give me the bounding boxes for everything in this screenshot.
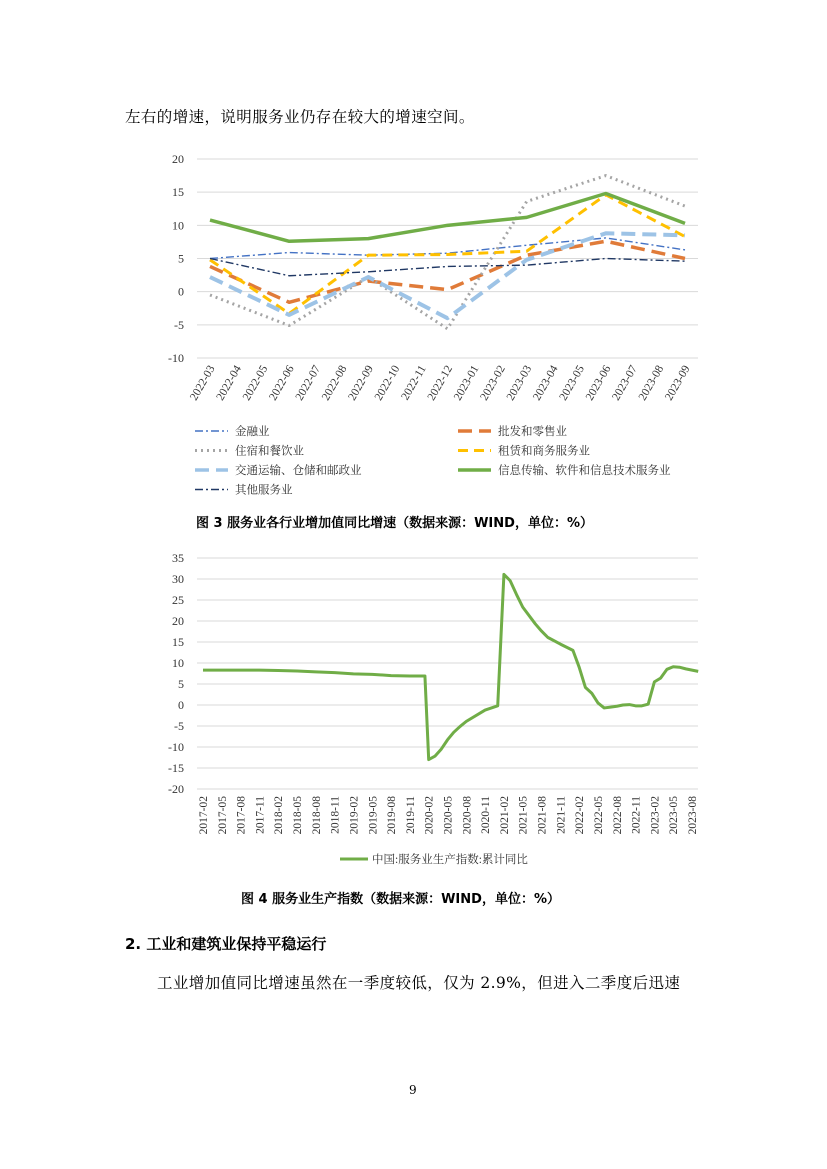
legend-label: 租赁和商务服务业 [498,445,590,458]
x-tick-label: 2023-02 [649,796,662,835]
y-tick-label: -5 [174,317,184,332]
legend-label: 批发和零售业 [498,426,567,438]
x-tick-label: 2020-11 [480,796,493,834]
y-tick-label: 15 [172,185,184,200]
y-tick-label: 0 [178,284,184,299]
series-line-7 [210,259,685,276]
x-tick-label: 2017-05 [216,796,229,835]
y-tick-label: -10 [168,351,184,365]
x-tick-label: 2022-08 [319,363,350,403]
paragraph-top: 左右的增速，说明服务业仍存在较大的增速空间。 [125,108,475,126]
series-line-5 [210,233,685,318]
chart-service-production-index [0,540,827,890]
x-tick-label: 2019-05 [367,796,380,835]
y-tick-label: -20 [168,782,184,796]
x-tick-label: 2021-05 [517,796,530,835]
x-tick-label: 2019-11 [404,796,417,834]
y-tick-label: -5 [174,719,184,733]
y-tick-label: 20 [172,152,184,166]
x-tick-label: 2017-08 [235,796,248,835]
y-tick-label: -15 [168,761,184,775]
x-tick-label: 2023-08 [687,796,699,835]
x-tick-label: 2023-01 [451,363,482,403]
x-tick-label: 2018-08 [310,796,323,835]
y-tick-label: -10 [168,740,184,754]
y-tick-label: 10 [172,656,184,670]
chart-service-industries [0,140,827,560]
x-tick-label: 2021-02 [498,796,511,835]
figure-3-caption: 图 3 服务业各行业增加值同比增速（数据来源：WIND，单位：%） [196,516,593,531]
x-tick-label: 2019-08 [386,796,399,835]
x-tick-label: 2019-02 [348,796,361,835]
x-tick-label: 2017-02 [198,796,210,835]
y-tick-label: 15 [172,635,184,649]
x-tick-label: 2022-11 [630,796,643,834]
x-tick-label: 2023-07 [610,363,640,403]
legend-label: 住宿和餐饮业 [235,445,304,458]
series-line-1 [203,574,698,759]
x-tick-label: 2023-02 [478,363,508,403]
section-heading: 2. 工业和建筑业保持平稳运行 [125,935,327,953]
y-tick-label: 0 [178,698,184,712]
legend-label: 信息传输、软件和信息技术服务业 [498,465,671,477]
x-tick-label: 2021-11 [555,796,568,834]
x-tick-label: 2022-05 [240,363,271,403]
x-tick-label: 2023-04 [531,363,561,403]
page-number: 9 [409,1083,417,1097]
x-tick-label: 2023-09 [663,363,693,403]
x-tick-label: 2018-02 [273,796,286,835]
y-tick-label: 25 [172,593,184,607]
y-tick-label: 5 [178,677,184,691]
x-tick-label: 2022-03 [188,363,218,403]
x-tick-label: 2023-06 [583,363,614,403]
x-tick-label: 2018-05 [292,796,305,835]
legend-label: 其他服务业 [235,484,293,497]
x-tick-label: 2020-05 [442,796,455,835]
x-tick-label: 2020-02 [423,796,436,835]
x-tick-label: 2020-08 [461,796,474,835]
legend-label: 交通运输、仓储和邮政业 [235,465,362,477]
y-tick-label: 35 [172,551,184,565]
x-tick-label: 2021-08 [536,796,549,835]
y-tick-label: 30 [172,572,184,586]
x-tick-label: 2022-10 [372,363,403,403]
x-tick-label: 2018-11 [329,796,342,834]
x-tick-label: 2022-08 [611,796,624,835]
figure-4-caption: 图 4 服务业生产指数（数据来源：WIND，单位：%） [241,892,560,907]
x-tick-label: 2022-09 [346,363,376,403]
series-line-3 [210,176,685,329]
series-line-4 [210,195,685,314]
y-tick-label: 10 [172,218,184,233]
x-tick-label: 2022-02 [574,796,587,835]
y-tick-label: 20 [172,614,184,628]
x-tick-label: 2017-11 [254,796,267,834]
x-tick-label: 2023-03 [504,363,535,403]
x-tick-label: 2022-11 [399,363,429,403]
x-tick-label: 2022-05 [592,796,605,835]
x-tick-label: 2023-08 [636,363,667,403]
y-tick-label: 5 [178,251,184,266]
x-tick-label: 2022-06 [267,363,297,403]
series-line-2 [210,241,685,302]
x-tick-label: 2022-07 [293,363,324,403]
x-tick-label: 2022-04 [214,363,244,403]
x-tick-label: 2023-05 [668,796,681,835]
legend-label: 中国:服务业生产指数:累计同比 [372,854,528,866]
x-tick-label: 2023-05 [557,363,588,403]
legend-label: 金融业 [235,426,270,438]
x-tick-label: 2022-12 [425,363,456,403]
paragraph-bottom: 工业增加值同比增速虽然在一季度较低，仅为 2.9%，但进入二季度后迅速 [157,974,681,992]
